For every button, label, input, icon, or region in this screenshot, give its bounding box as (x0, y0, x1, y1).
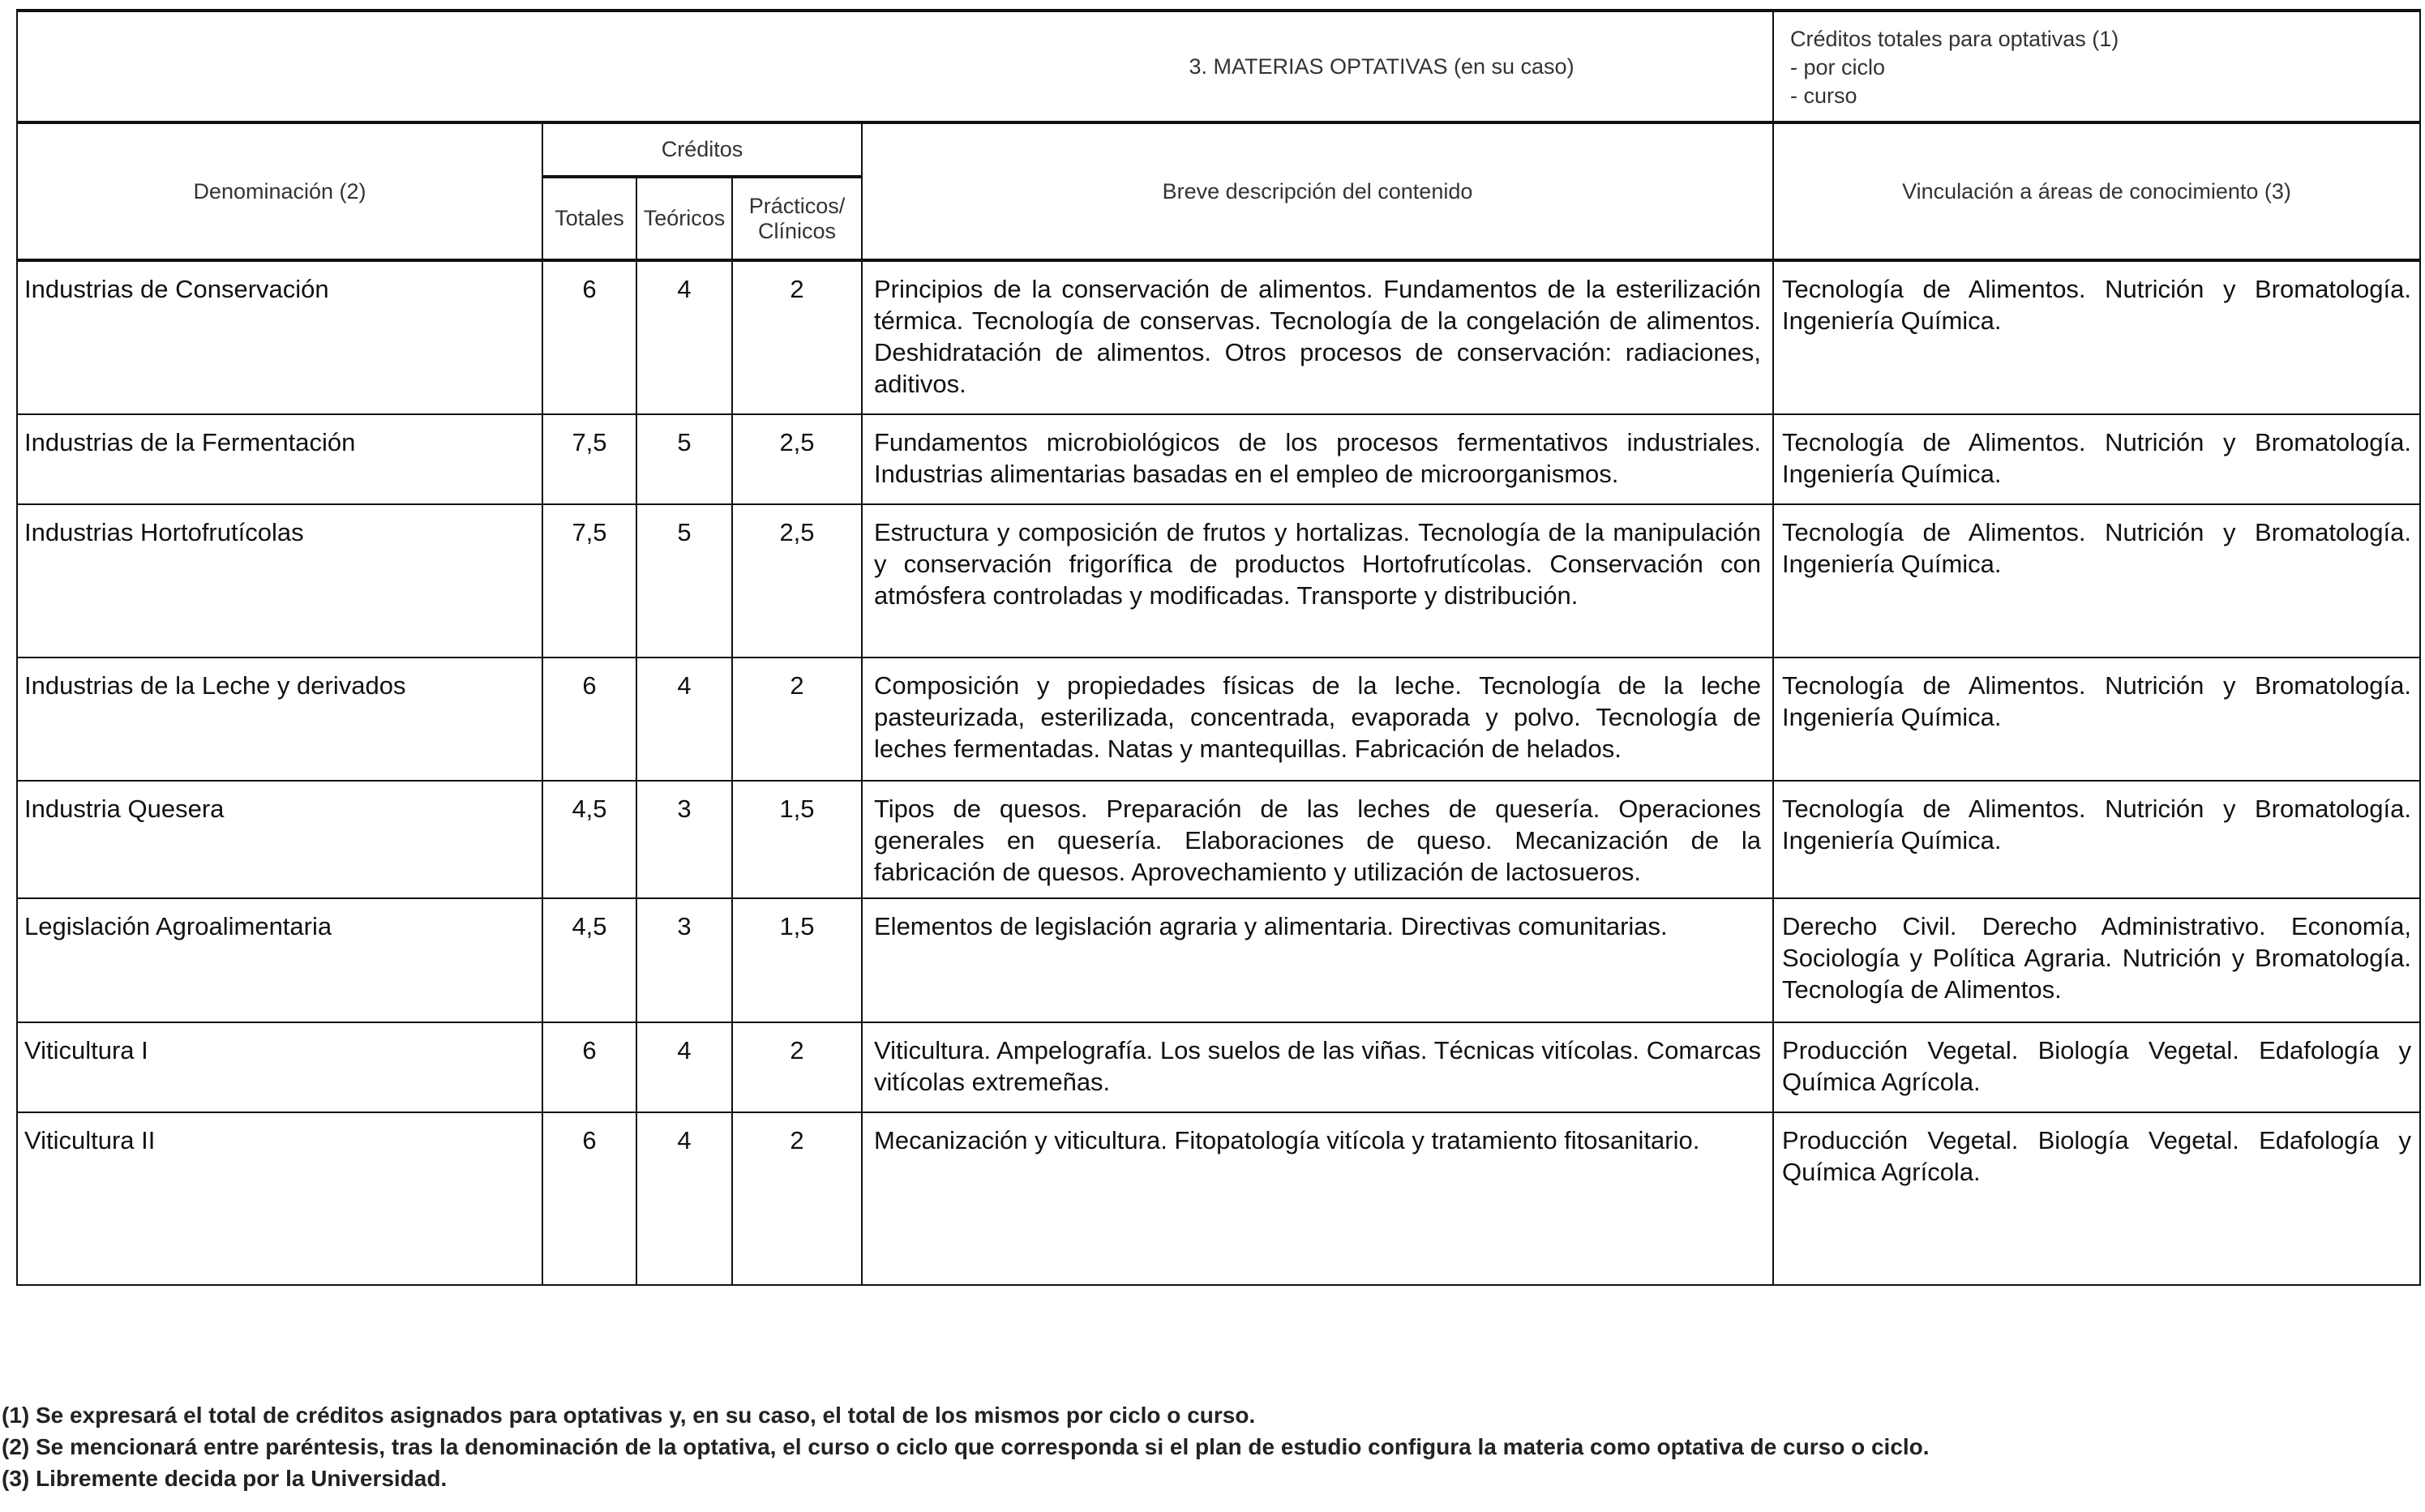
subject-name: Viticultura I (17, 1022, 542, 1112)
col-totales: Totales (542, 177, 636, 260)
credits-per-cycle: - por ciclo (1790, 55, 1886, 79)
section-title (17, 11, 1773, 122)
credits-teoricos: 3 (636, 898, 732, 1022)
content-description: Viticultura. Ampelografía. Los suelos de las viñas. Técnicas vitícolas. Comarcas vitícolas extremeñas. (862, 1022, 1773, 1112)
table-row (17, 781, 2420, 898)
credits-practicos: 1,5 (732, 898, 862, 1022)
credits-teoricos: 4 (636, 260, 732, 414)
footnotes (2, 1399, 1930, 1494)
title-text: 3. MATERIAS OPTATIVAS (en su caso) (1189, 54, 1575, 79)
subject-name: Legislación Agroalimentaria (17, 898, 542, 1022)
table-row (17, 414, 2420, 504)
credits-total-cell (1773, 11, 2420, 122)
credits-teoricos: 4 (636, 657, 732, 781)
subject-name: Industria Quesera (17, 781, 542, 898)
knowledge-areas: Tecnología de Alimentos. Nutrición y Bromatología. Ingeniería Química. (1773, 260, 2420, 414)
content-description: Elementos de legislación agraria y alimentaria. Directivas comunitarias. (862, 898, 1773, 1022)
knowledge-areas: Tecnología de Alimentos. Nutrición y Bromatología. Ingeniería Química. (1773, 504, 2420, 657)
credits-practicos: 2 (732, 1022, 862, 1112)
content-description: Mecanización y viticultura. Fitopatología vitícola y tratamiento fitosanitario. (862, 1112, 1773, 1285)
credits-practicos: 2,5 (732, 504, 862, 657)
credits-practicos: 2 (732, 260, 862, 414)
credits-total-label: Créditos totales para optativas (1) (1790, 27, 2119, 51)
credits-practicos: 2 (732, 657, 862, 781)
footnote-1: (1) Se expresará el total de créditos asignados para optativas y, en su caso, el total de los mismos por ciclo o curso. (2, 1403, 1256, 1428)
knowledge-areas: Derecho Civil. Derecho Administrativo. Economía, Sociología y Política Agraria. Nutrición y Bromatología. Tecnología de Alimentos. (1773, 898, 2420, 1022)
col-descripcion: Breve descripción del contenido (862, 122, 1773, 260)
credits-teoricos: 5 (636, 414, 732, 504)
col-denominacion: Denominación (2) (17, 122, 542, 260)
content-description: Estructura y composición de frutos y hortalizas. Tecnología de la manipulación y conservación frigorífica de productos Hortofrutícolas. Conservación con atmósfera controladas y modificadas. Transporte y distribución. (862, 504, 1773, 657)
col-practicos: Prácticos/ Clínicos (732, 177, 862, 260)
credits-practicos: 1,5 (732, 781, 862, 898)
credits-totales: 4,5 (542, 898, 636, 1022)
content-description: Tipos de quesos. Preparación de las leches de quesería. Operaciones generales en quesería. Elaboraciones de queso. Mecanización de la fabricación de quesos. Aprovechamiento y utilización de lactosueros. (862, 781, 1773, 898)
subject-name: Industrias de la Fermentación (17, 414, 542, 504)
credits-totales: 6 (542, 1022, 636, 1112)
subject-name: Industrias de Conservación (17, 260, 542, 414)
footnote-2: (2) Se mencionará entre paréntesis, tras la denominación de la optativa, el curso o ciclo que corresponda si el plan de estudio configura la materia como optativa de curso o ciclo. (2, 1434, 1930, 1459)
credits-teoricos: 5 (636, 504, 732, 657)
credits-practicos: 2 (732, 1112, 862, 1285)
credits-totales: 7,5 (542, 414, 636, 504)
credits-totales: 6 (542, 260, 636, 414)
subject-name: Industrias Hortofrutícolas (17, 504, 542, 657)
col-teoricos: Teóricos (636, 177, 732, 260)
knowledge-areas: Producción Vegetal. Biología Vegetal. Edafología y Química Agrícola. (1773, 1022, 2420, 1112)
credits-teoricos: 4 (636, 1022, 732, 1112)
credits-practicos: 2,5 (732, 414, 862, 504)
knowledge-areas: Tecnología de Alimentos. Nutrición y Bromatología. Ingeniería Química. (1773, 781, 2420, 898)
content-description: Composición y propiedades físicas de la leche. Tecnología de la leche pasteurizada, esterilizada, concentrada, evaporada y polvo. Tecnología de leches fermentadas. Natas y mantequillas. Fabricación de helados. (862, 657, 1773, 781)
col-creditos: Créditos (542, 122, 862, 177)
content-description: Fundamentos microbiológicos de los procesos fermentativos industriales. Industrias alimentarias basadas en el empleo de microorganismos. (862, 414, 1773, 504)
footnote-3: (3) Libremente decida por la Universidad. (2, 1466, 448, 1491)
table-row (17, 504, 2420, 657)
optional-subjects-table (16, 9, 2421, 1286)
table-row (17, 657, 2420, 781)
table-row (17, 898, 2420, 1022)
subject-name: Viticultura II (17, 1112, 542, 1285)
credits-totales: 7,5 (542, 504, 636, 657)
col-vinculacion: Vinculación a áreas de conocimiento (3) (1773, 122, 2420, 260)
credits-teoricos: 4 (636, 1112, 732, 1285)
credits-per-course: - curso (1790, 84, 1857, 108)
credits-totales: 4,5 (542, 781, 636, 898)
credits-totales: 6 (542, 657, 636, 781)
content-description: Principios de la conservación de alimentos. Fundamentos de la esterilización térmica. Tecnología de conservas. Tecnología de la congelación de alimentos. Deshidratación de alimentos. Otros procesos de conservación: radiaciones, aditivos. (862, 260, 1773, 414)
table-row (17, 1112, 2420, 1285)
table-row (17, 260, 2420, 414)
credits-totales: 6 (542, 1112, 636, 1285)
credits-teoricos: 3 (636, 781, 732, 898)
knowledge-areas: Producción Vegetal. Biología Vegetal. Edafología y Química Agrícola. (1773, 1112, 2420, 1285)
subject-name: Industrias de la Leche y derivados (17, 657, 542, 781)
knowledge-areas: Tecnología de Alimentos. Nutrición y Bromatología. Ingeniería Química. (1773, 657, 2420, 781)
knowledge-areas: Tecnología de Alimentos. Nutrición y Bromatología. Ingeniería Química. (1773, 414, 2420, 504)
table-row (17, 1022, 2420, 1112)
